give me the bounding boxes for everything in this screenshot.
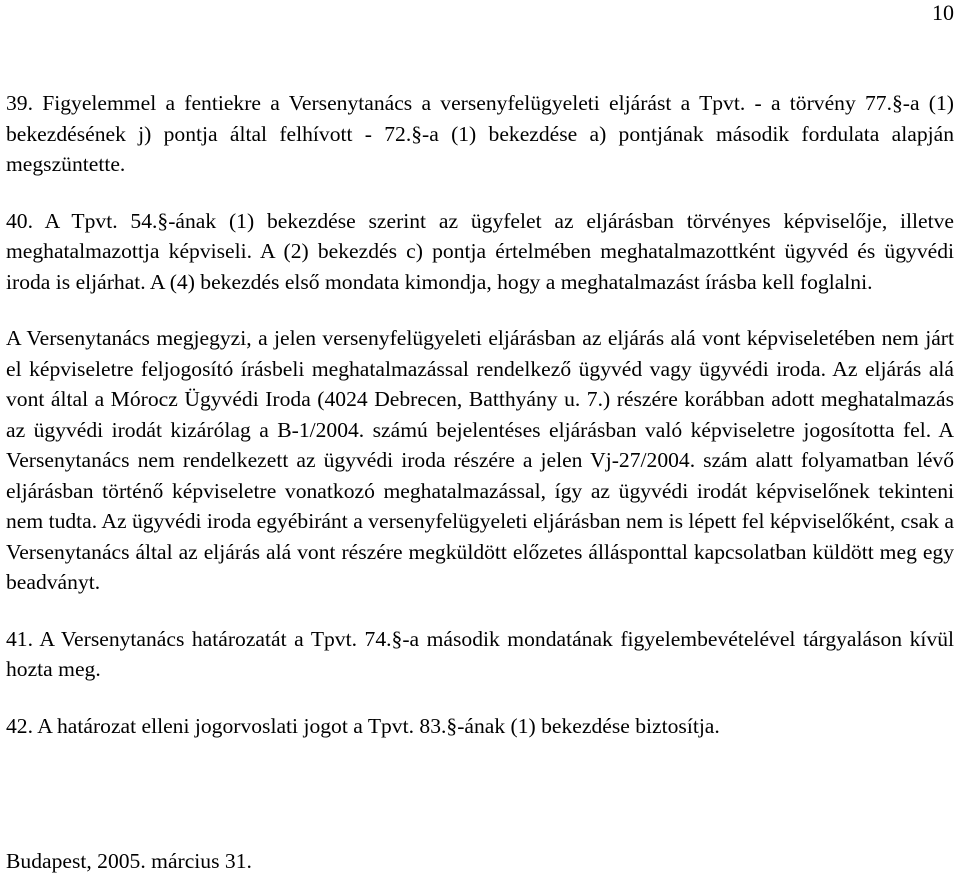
paragraph-42: 42. A határozat elleni jogorvoslati jogot a Tpvt. 83.§-ának (1) bekezdése biztosítja. bbox=[6, 713, 720, 738]
paragraph-41: 41. A Versenytanács határozatát a Tpvt. 74.§-a második mondatának figyelembevételével tárgyaláson kívül hozta meg. bbox=[6, 626, 954, 681]
document-page bbox=[6, 0, 954, 879]
page-number: 10 bbox=[932, 0, 954, 25]
paragraph-40: 40. A Tpvt. 54.§-ának (1) bekezdése szerint az ügyfelet az eljárásban törvényes képviselője, illetve meghatalmazottja képviseli. A (2) bekezdés c) pontja értelmében meghatalmazottként ügyvéd és ügyvédi iroda is eljárhat. A (4) bekezdés első mondata kimondja, hogy a meghatalmazást írásba kell foglalni. bbox=[6, 208, 954, 294]
paragraph-39: 39. Figyelemmel a fentiekre a Versenytanács a versenyfelügyeleti eljárást a Tpvt. - a törvény 77.§-a (1) bekezdésének j) pontja által felhívott - 72.§-a (1) bekezdése a) pontjának második fordulata alapján megszüntette. bbox=[6, 91, 954, 176]
document-body bbox=[6, 88, 954, 767]
place-and-date: Budapest, 2005. március 31. bbox=[6, 849, 252, 873]
paragraph-remark: A Versenytanács megjegyzi, a jelen versenyfelügyeleti eljárásban az eljárás alá vont képviseletében nem járt el képviseletre feljogosító írásbeli meghatalmazással rendelkező ügyvéd vagy ügyvédi iroda. Az eljárás alá vont által a Mórocz Ügyvédi Iroda (4024 Debrecen, Batthyány u. 7.) részére korábban adott meghatalmazás az ügyvédi irodát kizárólag a B-1/2004. számú bejelentéses eljárásban való képviseletre jogosította fel. A Versenytanács nem rendelkezett az ügyvédi iroda részére a jelen Vj-27/2004. szám alatt folyamatban lévő eljárásban történő képviseletre vonatkozó meghatalmazással, így az ügyvédi irodát képviselőnek tekinteni nem tudta. Az ügyvédi iroda egyébiránt a versenyfelügyeleti eljárásban nem is lépett fel képviselőként, csak a Versenytanács által az eljárás alá vont részére megküldött előzetes állásponttal kapcsolatban küldött meg egy beadványt. bbox=[6, 326, 954, 594]
